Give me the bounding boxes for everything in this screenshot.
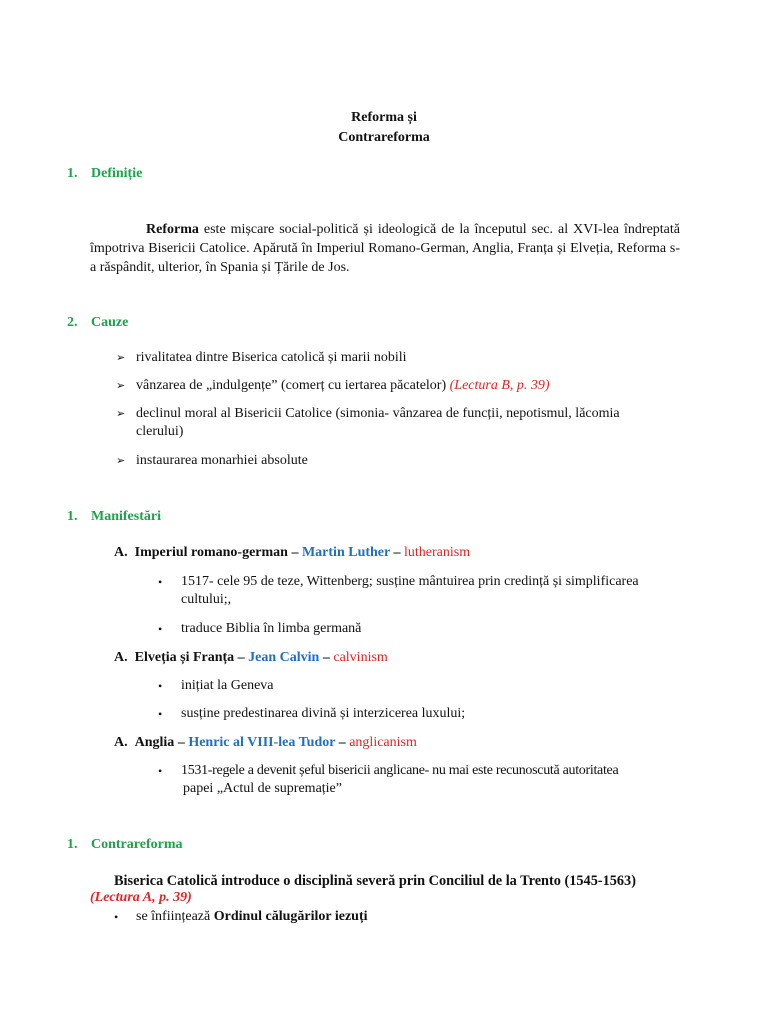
manifestation-1-heading (114, 545, 470, 561)
manifestation-2-letter: A. (114, 650, 128, 665)
manifestation-1-item-2: traduce Biblia în limba germană (181, 621, 362, 636)
bullet-icon: • (158, 575, 163, 589)
dash: – (234, 650, 249, 665)
bullet-icon: • (158, 707, 163, 721)
manifestation-2-person: Jean Calvin (248, 650, 320, 665)
manifestation-3-letter: A. (114, 735, 128, 750)
section-cauze-number: 2. (67, 315, 78, 330)
section-manifestari-number: 1. (67, 509, 78, 524)
cause-item-4: instaurarea monarhiei absolute (136, 453, 308, 468)
bullet-icon: • (158, 622, 163, 636)
manifestation-3-item-1-line-1: 1531-regele a devenit șeful bisericii anglicane- nu mai este recunoscută autoritatea (181, 763, 619, 778)
manifestation-2-region: Elveția și Franța (134, 650, 235, 665)
manifestation-3-region: Anglia (134, 735, 175, 750)
counterreform-paragraph-line-1: Biserica Catolică introduce o disciplină severă prin Conciliul de la Trento (1545-1563) (114, 873, 636, 889)
bullet-icon: • (158, 764, 163, 778)
manifestation-1-person: Martin Luther (301, 545, 390, 560)
definition-text: este mișcare social-politică și ideologică de la începutul sec. al XVI-lea îndreptată împotriva Bisericii Catolice. Apărută în Imperiul Romano-German, Anglia, Franța și Elveția, Reforma s-a răspândit, ulterior, în Spania și Țările de Jos. (90, 222, 680, 275)
section-definitie-heading: Definiție (91, 166, 143, 181)
dash: – (287, 545, 302, 560)
manifestation-1-doctrine: lutheranism (403, 545, 471, 560)
manifestation-2-heading (114, 650, 388, 666)
manifestation-3-person: Henric al VIII-lea Tudor (188, 735, 336, 750)
dash: – (389, 545, 404, 560)
cause-item-3-line-2: clerului) (136, 424, 184, 439)
manifestation-1-item-1-line-1: 1517- cele 95 de teze, Wittenberg; susține mântuirea prin credință și simplificarea (181, 574, 639, 589)
arrow-bullet-icon: ➢ (116, 380, 126, 392)
bullet-icon: • (158, 679, 163, 693)
arrow-bullet-icon: ➢ (116, 352, 126, 364)
bullet-icon: • (114, 910, 119, 924)
section-manifestari-heading: Manifestări (91, 509, 161, 524)
manifestation-2-item-1: inițiat la Geneva (181, 678, 274, 693)
manifestation-2-doctrine: calvinism (333, 650, 388, 665)
manifestation-3-doctrine: anglicanism (349, 735, 417, 750)
definition-term: Reforma (146, 222, 199, 237)
cause-item-1: rivalitatea dintre Biserica catolică și marii nobili (136, 350, 407, 365)
title-line-2: Contrareforma (338, 130, 430, 145)
section-contrareforma-number: 1. (67, 837, 78, 852)
manifestation-1-item-1-line-2: cultului;, (181, 592, 232, 607)
manifestation-2-item-2: susține predestinarea divină și interzicerea luxului; (181, 706, 466, 721)
definition-paragraph (90, 220, 680, 277)
arrow-bullet-icon: ➢ (116, 408, 126, 420)
cause-item-2-reference: (Lectura B, p. 39) (449, 378, 550, 393)
cause-item-2-text: vânzarea de „indulgențe” (comerț cu iertarea păcatelor) (136, 378, 447, 393)
manifestation-1-letter: A. (114, 545, 128, 560)
arrow-bullet-icon: ➢ (116, 455, 126, 467)
manifestation-3-heading (114, 735, 417, 751)
cause-item-2 (136, 378, 550, 394)
section-cauze-heading: Cauze (91, 315, 129, 330)
counterreform-item-1-bold: Ordinul călugărilor iezuți (213, 909, 368, 924)
title-line-1: Reforma și (351, 110, 417, 125)
cause-item-3-line-1: declinul moral al Bisericii Catolice (simonia- vânzarea de funcții, nepotismul, lăcomia (136, 406, 620, 421)
dash: – (174, 735, 189, 750)
dash: – (319, 650, 334, 665)
manifestation-1-region: Imperiul romano-german (134, 545, 288, 560)
manifestation-3-item-1-line-2: papei „Actul de supremație” (183, 781, 342, 796)
counterreform-reference: (Lectura A, p. 39) (90, 890, 192, 905)
counterreform-item-1-text: se înființează (136, 909, 214, 924)
section-definitie-number: 1. (67, 166, 78, 181)
dash: – (335, 735, 350, 750)
counterreform-item-1 (136, 909, 368, 925)
section-contrareforma-heading: Contrareforma (91, 837, 183, 852)
